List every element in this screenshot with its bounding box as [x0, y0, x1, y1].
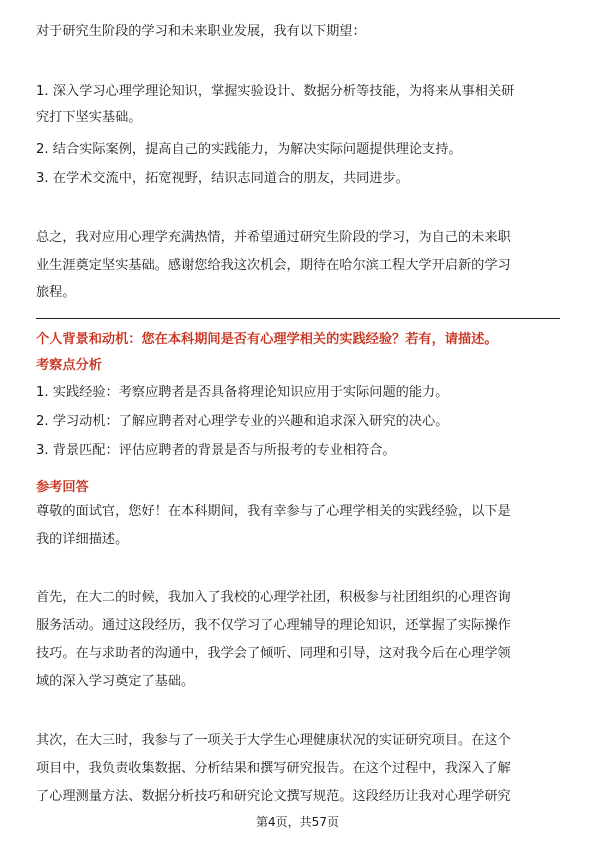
summary-line: 业生涯奠定坚实基础。感谢您给我这次机会，期待在哈尔滨工程大学开启新的学习 [36, 258, 511, 273]
answer-line: 尊敬的面试官，您好！在本科期间，我有幸参与了心理学相关的实践经验，以下是 [36, 504, 511, 519]
section-divider [36, 318, 560, 319]
expectation-line: 2. 结合实际案例，提高自己的实践能力，为解决实际问题提供理论支持。 [36, 142, 462, 157]
expectation-line: 1. 深入学习心理学理论知识，掌握实验设计、数据分析等技能，为将来从事相关研 [36, 84, 515, 99]
answer-line: 首先，在大二的时候，我加入了我校的心理学社团，积极参与社团组织的心理咨询 [36, 590, 511, 605]
analysis-item: 3. 背景匹配：评估应聘者的背景是否与所报考的专业相符合。 [36, 443, 396, 458]
answer-line: 域的深入学习奠定了基础。 [36, 674, 195, 689]
answer-line: 我的详细描述。 [36, 532, 129, 547]
summary-line: 总之，我对应用心理学充满热情，并希望通过研究生阶段的学习，为自己的未来职 [36, 230, 511, 245]
expectation-line: 3. 在学术交流中，拓宽视野，结识志同道合的朋友，共同进步。 [36, 171, 409, 186]
answer-line: 技巧。在与求助者的沟通中，我学会了倾听、同理和引导，这对我今后在心理学领 [36, 646, 511, 661]
answer-heading: 参考回答 [36, 480, 89, 495]
answer-line: 服务活动。通过这段经历，我不仅学习了心理辅导的理论知识，还掌握了实际操作 [36, 618, 511, 633]
question-title: 个人背景和动机：您在本科期间是否有心理学相关的实践经验？若有，请描述。 [36, 332, 498, 347]
expectation-line: 究打下坚实基础。 [36, 110, 142, 125]
answer-line: 了心理测量方法、数据分析技巧和研究论文撰写规范。这段经历让我对心理学研究 [36, 789, 511, 804]
summary-line: 旅程。 [36, 285, 76, 300]
page-number: 第4页，共57页 [256, 815, 339, 829]
analysis-item: 1. 实践经验：考察应聘者是否具备将理论知识应用于实际问题的能力。 [36, 385, 449, 400]
intro-text: 对于研究生阶段的学习和未来职业发展，我有以下期望： [36, 24, 366, 39]
answer-line: 项目中，我负责收集数据、分析结果和撰写研究报告。在这个过程中，我深入了解 [36, 761, 511, 776]
answer-line: 其次，在大三时，我参与了一项关于大学生心理健康状况的实证研究项目。在这个 [36, 733, 511, 748]
analysis-heading: 考察点分析 [36, 358, 102, 373]
analysis-item: 2. 学习动机：了解应聘者对心理学专业的兴趣和追求深入研究的决心。 [36, 414, 449, 429]
